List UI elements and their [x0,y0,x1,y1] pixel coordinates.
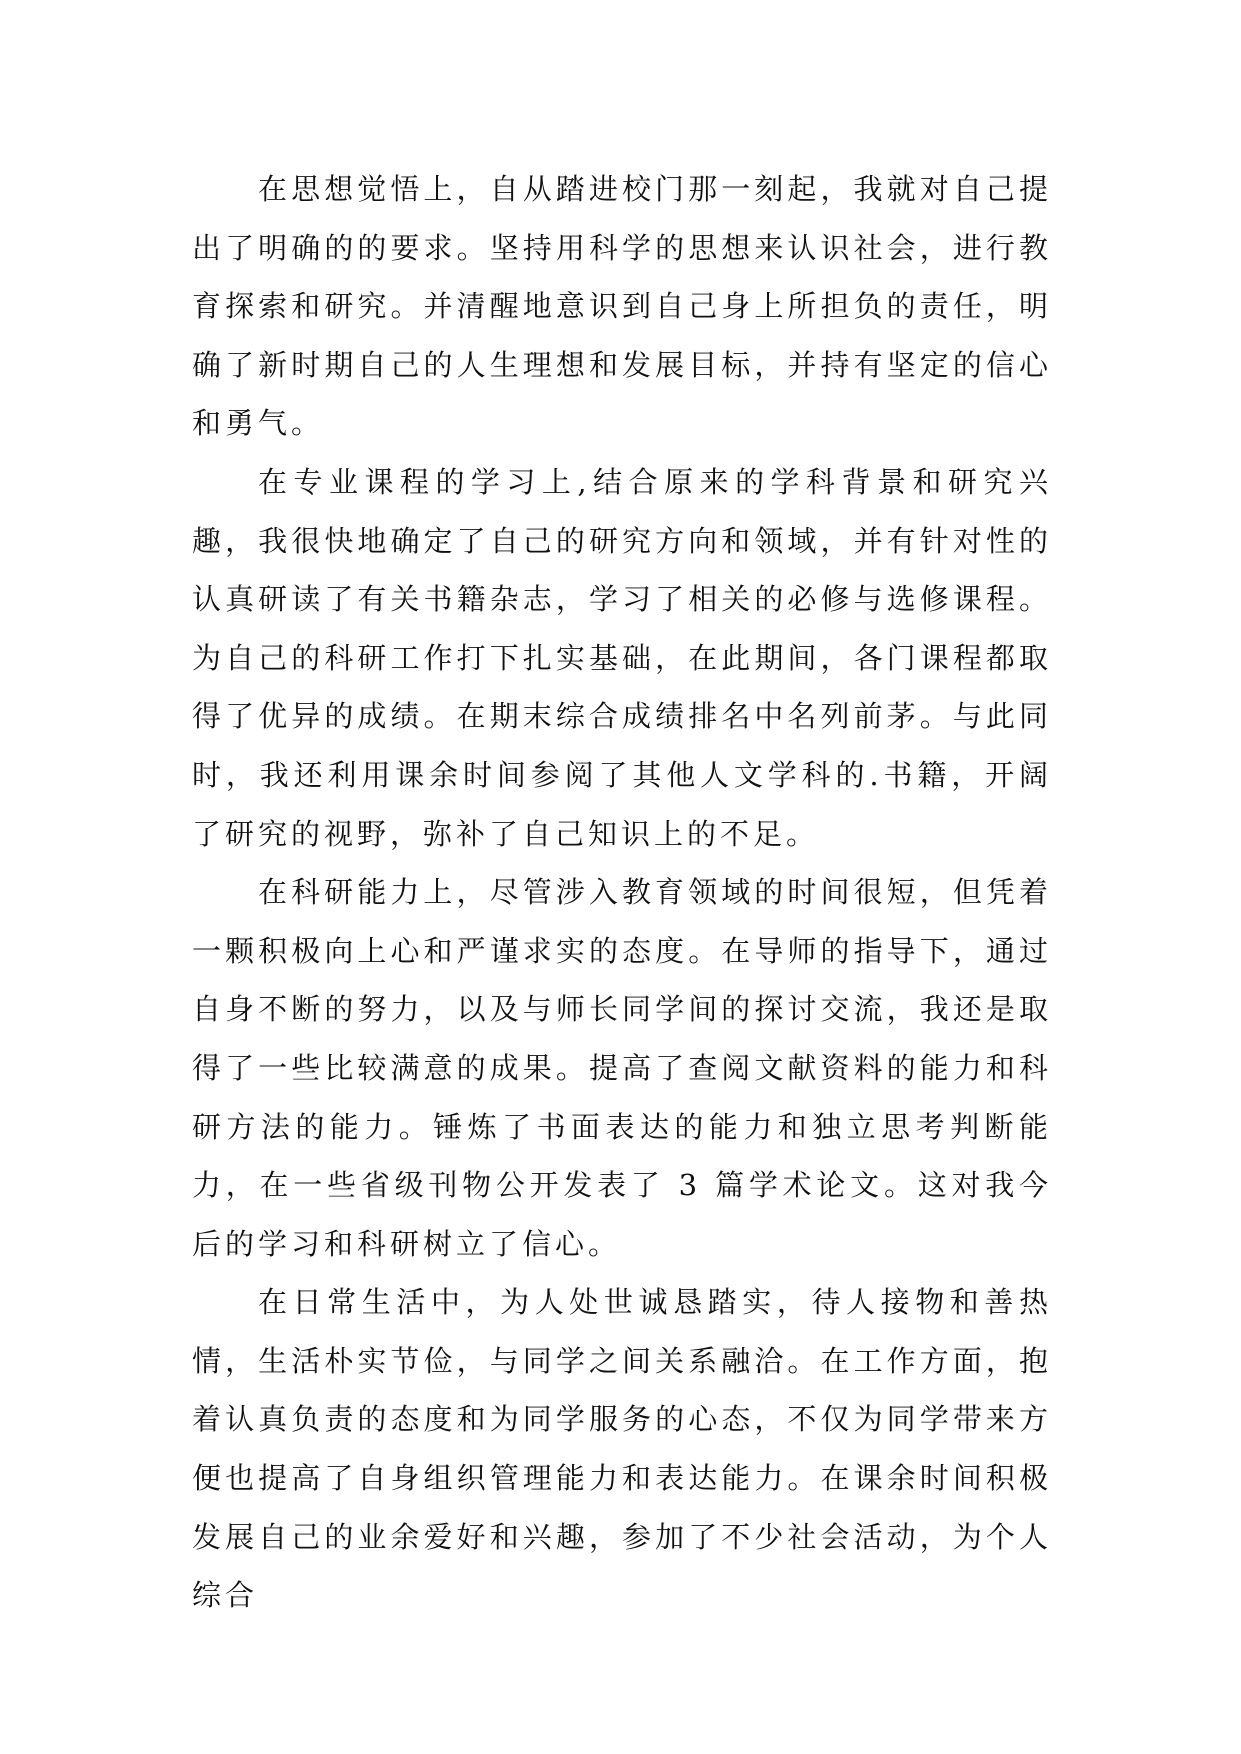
document-body [192,160,1052,1625]
paragraph-daily-life: 在日常生活中，为人处世诚恳踏实，待人接物和善热情，生活朴实节俭，与同学之间关系融洽。在工作方面，抱着认真负责的态度和为同学服务的心态，不仅为同学带来方便也提高了自身组织管理能力和表达能力。在课余时间积极发展自己的业余爱好和兴趣，参加了不少社会活动，为个人综合 [192,1285,1052,1613]
paragraph-coursework: 在专业课程的学习上,结合原来的学科背景和研究兴趣，我很快地确定了自己的研究方向和领域，并有针对性的认真研读了有关书籍杂志，学习了相关的必修与选修课程。为自己的科研工作打下扎实基础，在此期间，各门课程都取得了优异的成绩。在期末综合成绩排名中名列前茅。与此同时，我还利用课余时间参阅了其他人文学科的.书籍，开阔了研究的视野，弥补了自己知识上的不足。 [192,464,1052,851]
paragraph-ideology: 在思想觉悟上，自从踏进校门那一刻起，我就对自己提出了明确的的要求。坚持用科学的思想来认识社会，进行教育探索和研究。并清醒地意识到自己身上所担负的责任，明确了新时期自己的人生理想和发展目标，并持有坚定的信心和勇气。 [192,172,1052,441]
paragraph-research: 在科研能力上，尽管涉入教育领域的时间很短，但凭着一颗积极向上心和严谨求实的态度。在导师的指导下，通过自身不断的努力，以及与师长同学间的探讨交流，我还是取得了一些比较满意的成果。提高了查阅文献资料的能力和科研方法的能力。锤炼了书面表达的能力和独立思考判断能力，在一些省级刊物公开发表了 3 篇学术论文。这对我今后的学习和科研树立了信心。 [192,875,1052,1261]
